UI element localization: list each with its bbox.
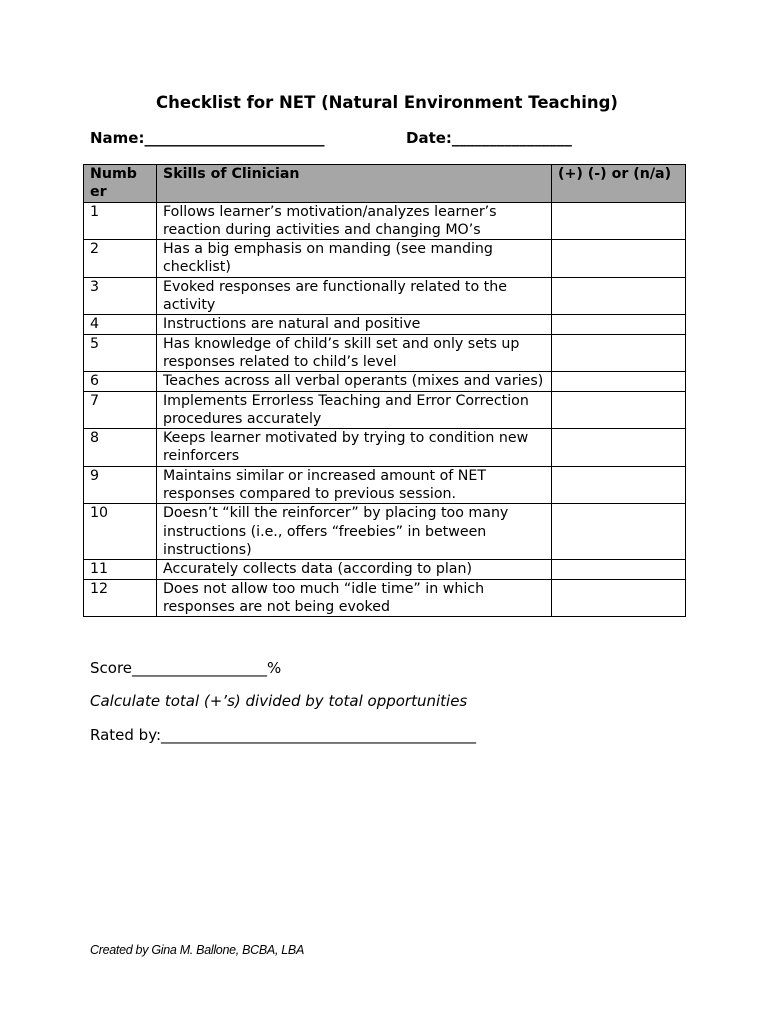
row-number: 7 bbox=[84, 391, 157, 429]
header-skills: Skills of Clinician bbox=[157, 165, 552, 203]
table-row bbox=[84, 504, 686, 560]
row-skill: Has a big emphasis on manding (see manding checklist) bbox=[157, 240, 552, 278]
table-row bbox=[84, 429, 686, 467]
row-skill: Follows learner’s motivation/analyzes learner’s reaction during activities and changing MO’s bbox=[157, 202, 552, 240]
calculation-note: Calculate total (+’s) divided by total opportunities bbox=[90, 692, 468, 710]
row-skill: Evoked responses are functionally related to the activity bbox=[157, 277, 552, 315]
footer-credit: Created by Gina M. Ballone, BCBA, LBA bbox=[90, 943, 305, 957]
rated-by-field[interactable]: Rated by:__________________________________________ bbox=[90, 726, 477, 744]
date-field[interactable]: Date:________________ bbox=[406, 129, 572, 147]
row-rating-cell[interactable] bbox=[552, 466, 686, 504]
score-field[interactable]: Score__________________% bbox=[90, 659, 282, 677]
row-number: 2 bbox=[84, 240, 157, 278]
row-rating-cell[interactable] bbox=[552, 202, 686, 240]
row-number: 9 bbox=[84, 466, 157, 504]
document-title: Checklist for NET (Natural Environment Teaching) bbox=[156, 93, 618, 112]
row-skill: Teaches across all verbal operants (mixes and varies) bbox=[157, 372, 552, 391]
skills-checklist-table bbox=[83, 164, 686, 617]
table-row bbox=[84, 579, 686, 617]
table-row bbox=[84, 372, 686, 391]
table-row bbox=[84, 560, 686, 579]
table-row bbox=[84, 391, 686, 429]
row-skill: Keeps learner motivated by trying to condition new reinforcers bbox=[157, 429, 552, 467]
row-rating-cell[interactable] bbox=[552, 579, 686, 617]
header-number: Numb er bbox=[84, 165, 157, 203]
row-skill: Doesn’t “kill the reinforcer” by placing too many instructions (i.e., offers “freebies” in between instructions) bbox=[157, 504, 552, 560]
row-number: 4 bbox=[84, 315, 157, 334]
row-skill: Does not allow too much “idle time” in which responses are not being evoked bbox=[157, 579, 552, 617]
row-number: 1 bbox=[84, 202, 157, 240]
table-header-row bbox=[84, 165, 686, 203]
row-rating-cell[interactable] bbox=[552, 315, 686, 334]
row-rating-cell[interactable] bbox=[552, 372, 686, 391]
row-skill: Has knowledge of child’s skill set and only sets up responses related to child’s level bbox=[157, 334, 552, 372]
table-row bbox=[84, 466, 686, 504]
table-row bbox=[84, 334, 686, 372]
row-rating-cell[interactable] bbox=[552, 504, 686, 560]
table-row bbox=[84, 277, 686, 315]
table-row bbox=[84, 202, 686, 240]
row-number: 3 bbox=[84, 277, 157, 315]
row-number: 11 bbox=[84, 560, 157, 579]
name-field[interactable]: Name:________________________ bbox=[90, 129, 325, 147]
row-skill: Accurately collects data (according to plan) bbox=[157, 560, 552, 579]
header-rating: (+) (-) or (n/a) bbox=[552, 165, 686, 203]
row-rating-cell[interactable] bbox=[552, 429, 686, 467]
row-rating-cell[interactable] bbox=[552, 240, 686, 278]
row-number: 5 bbox=[84, 334, 157, 372]
row-rating-cell[interactable] bbox=[552, 334, 686, 372]
row-number: 12 bbox=[84, 579, 157, 617]
row-number: 8 bbox=[84, 429, 157, 467]
table-row bbox=[84, 240, 686, 278]
row-skill: Instructions are natural and positive bbox=[157, 315, 552, 334]
table-row bbox=[84, 315, 686, 334]
row-skill: Implements Errorless Teaching and Error Correction procedures accurately bbox=[157, 391, 552, 429]
row-rating-cell[interactable] bbox=[552, 560, 686, 579]
row-number: 6 bbox=[84, 372, 157, 391]
row-rating-cell[interactable] bbox=[552, 277, 686, 315]
row-skill: Maintains similar or increased amount of NET responses compared to previous session. bbox=[157, 466, 552, 504]
row-number: 10 bbox=[84, 504, 157, 560]
row-rating-cell[interactable] bbox=[552, 391, 686, 429]
